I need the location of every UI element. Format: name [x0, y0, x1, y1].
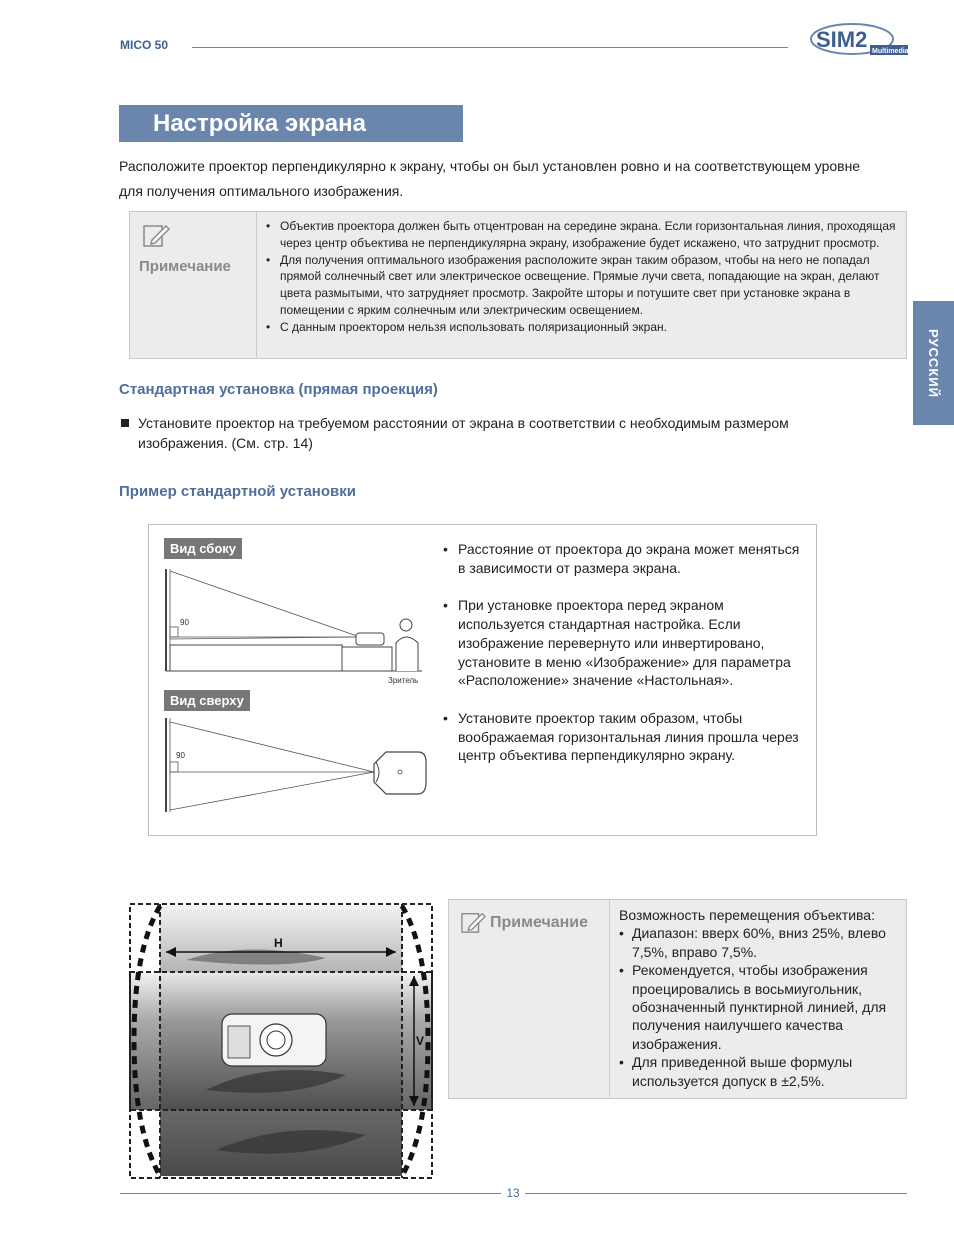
note-label: Примечание: [490, 914, 589, 931]
page-title: Настройка экрана: [153, 110, 366, 137]
pencil-icon: [460, 910, 486, 934]
section-heading-example: Пример стандартной установки: [119, 483, 356, 500]
brand-logo: [810, 20, 910, 58]
language-tab-label: РУССКИЙ: [926, 328, 941, 398]
note-item: • Рекомендуется, чтобы изображения проецировались в восьмиугольник, обозначенный пунктирной линией, для получения наилучшего качества изображения.: [619, 962, 887, 1052]
note-list: [264, 218, 898, 336]
setup-bullets: [443, 540, 803, 784]
page-number: 13: [506, 1186, 520, 1200]
v-label: V: [416, 1034, 425, 1048]
note-intro: Возможность перемещения объектива:: [619, 907, 875, 923]
logo-subtext: Multimedia: [872, 48, 909, 55]
viewer-label: Зритель: [388, 676, 419, 685]
setup-bullet: • При установке проектора перед экраном используется стандартная настройка. Если изображение перевернуто или инвертировано, установите в меню «Изображение» для параметра «Расположение» значение «Настольная».: [443, 597, 791, 689]
intro-paragraph: Расположите проектор перпендикулярно к экрану, чтобы он был установлен ровно и на соответствующем уровне для получения оптимального изображения.: [119, 158, 861, 199]
logo-text: SIM2: [816, 27, 868, 52]
footer-rule-right: [525, 1193, 907, 1194]
instruction-text: Установите проектор на требуемом расстоянии от экрана в соответствии с необходимым размером изображения. (См. стр. 14): [138, 415, 789, 451]
top-view-diagram: [160, 716, 428, 816]
note-label: Примечание: [139, 258, 231, 275]
section-heading-standard: Стандартная установка (прямая проекция): [119, 381, 438, 398]
header-rule: [192, 47, 788, 48]
h-label: H: [274, 936, 283, 950]
footer-rule-left: [120, 1193, 501, 1194]
pencil-icon: [142, 222, 170, 248]
note-divider: [609, 900, 610, 1097]
side-view-label: Вид сбоку: [164, 538, 242, 559]
note-item: • Для приведенной выше формулы используется допуск в ±2,5%.: [619, 1054, 853, 1089]
lens-shift-diagram: [126, 900, 436, 1182]
note-item: • Диапазон: вверх 60%, вниз 25%, влево 7,5%, вправо 7,5%.: [619, 925, 886, 960]
note-divider: [256, 212, 257, 357]
setup-bullet: • Расстояние от проектора до экрана может меняться в зависимости от размера экрана.: [443, 541, 800, 576]
angle-label: 90: [176, 751, 185, 760]
note-item: • С данным проектором нельзя использовать поляризационный экран.: [266, 319, 667, 334]
setup-bullet: • Установите проектор таким образом, чтобы воображаемая горизонтальная линия прошла через центр объектива перпендикулярно экрану.: [443, 709, 799, 764]
note-item: • Для получения оптимального изображения расположите экран таким образом, чтобы на него не попадал прямой солнечный свет или электрическое освещение. Прямые лучи света, попадающие на экран, делают цвета размытыми, что затрудняет просмотр. Закройте шторы и потушите свет при установке экрана в помещении с ярким солнечным или электрическим освещением.: [266, 252, 880, 317]
note-list: [619, 924, 899, 1090]
lens-shift-note-body: [619, 906, 899, 1090]
angle-label: 90: [180, 618, 189, 627]
header-model: MICO 50: [120, 38, 169, 52]
square-bullet-icon: [121, 419, 129, 427]
side-view-diagram: [160, 565, 428, 687]
top-view-label: Вид сверху: [164, 690, 250, 711]
note-item: • Объектив проектора должен быть отцентрован на середине экрана. Если горизонтальная линия, проходящая через центр объектива не перпендикулярна экрану, изображение будет искажено, что затруднит просмотр.: [266, 219, 896, 250]
